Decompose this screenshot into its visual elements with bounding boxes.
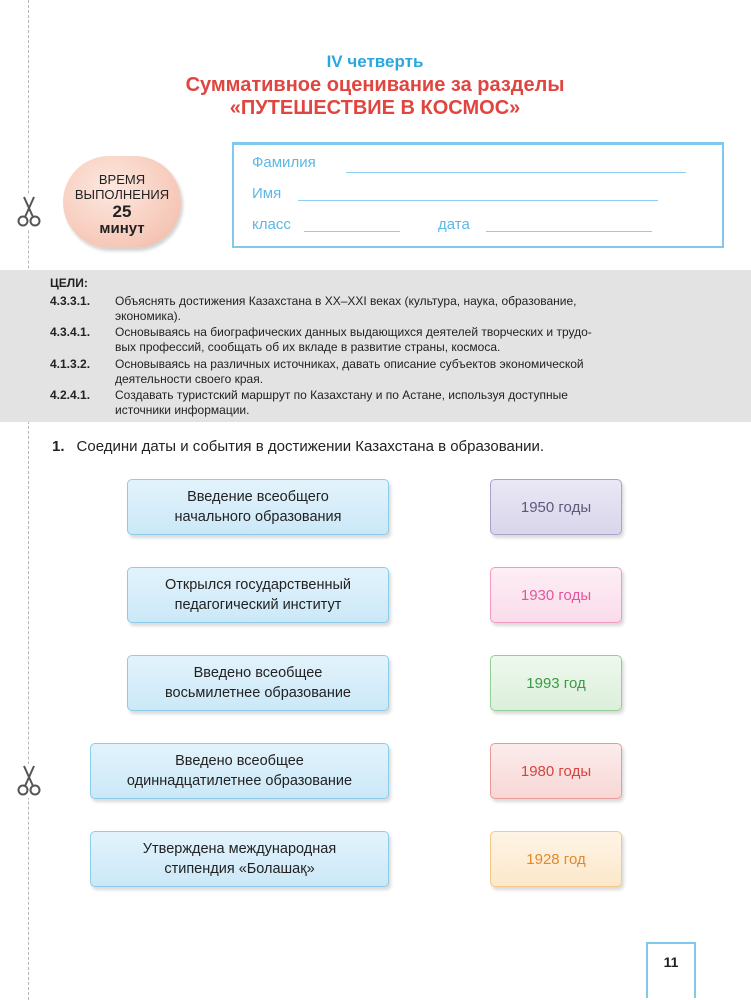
form-top-border [232, 142, 724, 145]
goal-text: Создавать туристский маршрут по Казахстану и по Астане, используя доступные [115, 388, 568, 402]
event-text: Утверждена международная [142, 841, 337, 857]
date-card[interactable]: 1928 год [490, 831, 622, 887]
goal-code: 4.3.3.1. [50, 294, 91, 308]
class-label: класс [252, 216, 291, 233]
event-card[interactable] [90, 831, 389, 887]
page-number-tab [646, 942, 696, 998]
goal-text: Основываясь на различных источниках, давать описание субъектов экономической [115, 357, 584, 371]
goals-title: ЦЕЛИ: [50, 276, 88, 290]
goal-text: экономика). [115, 309, 181, 323]
page-number: 11 [663, 954, 679, 970]
event-text: начального образования [174, 509, 342, 525]
goal-text: Основываясь на биографических данных выдающихся деятелей творческих и трудо- [115, 325, 592, 339]
event-text: стипендия «Болашақ» [164, 861, 315, 877]
event-text: восьмилетнее образование [165, 685, 351, 701]
student-info-form [232, 142, 724, 248]
time-badge-line2: ВЫПОЛНЕНИЯ [74, 187, 170, 202]
event-text: Введение всеобщего [187, 489, 329, 505]
goal-code: 4.2.4.1. [50, 388, 91, 402]
date-card[interactable]: 1980 годы [490, 743, 622, 799]
goal-text: вых профессий, сообщать об их вкладе в развитие страны, космоса. [115, 340, 501, 354]
section-title: «ПУТЕШЕСТВИЕ В КОСМОС» [229, 97, 521, 119]
event-card[interactable] [127, 567, 389, 623]
class-field[interactable] [304, 231, 400, 232]
task-instruction [52, 438, 544, 455]
surname-field[interactable] [346, 172, 686, 173]
goals-panel [0, 270, 751, 422]
assessment-subtitle: Суммативное оценивание за разделы [185, 74, 565, 96]
quarter-heading: IV четверть [326, 52, 424, 71]
date-card[interactable]: 1950 годы [490, 479, 622, 535]
date-label: дата [438, 216, 470, 233]
goal-text: источники информации. [115, 403, 250, 417]
event-text: Введено всеобщее [193, 665, 323, 681]
goal-code: 4.3.4.1. [50, 325, 91, 339]
time-badge-unit: минут [99, 220, 145, 237]
name-field[interactable] [298, 200, 658, 201]
task-text: Соедини даты и события в достижении Казахстана в образовании. [76, 438, 545, 455]
time-badge-line1: ВРЕМЯ [98, 172, 146, 187]
event-text: Введено всеобщее [175, 753, 304, 769]
time-badge [63, 156, 181, 248]
goal-text: Объяснять достижения Казахстана в XX–XXI веках (культура, наука, образование, [115, 294, 577, 308]
event-text: одиннадцатилетнее образование [126, 773, 353, 789]
date-card[interactable]: 1993 год [490, 655, 622, 711]
event-card[interactable] [127, 479, 389, 535]
scissors-icon [14, 764, 44, 798]
event-text: педагогический институт [174, 597, 342, 613]
event-text: Открылся государственный [164, 577, 351, 593]
goal-code: 4.1.3.2. [50, 357, 91, 371]
cut-line [28, 0, 29, 1000]
date-field[interactable] [486, 231, 652, 232]
date-card[interactable]: 1930 годы [490, 567, 622, 623]
event-card[interactable] [127, 655, 389, 711]
task-number: 1. [52, 438, 65, 455]
scissors-icon [14, 195, 44, 229]
name-label: Имя [252, 185, 282, 202]
time-badge-number: 25 [112, 202, 132, 221]
goal-text: деятельности своего края. [115, 372, 264, 386]
event-card[interactable] [90, 743, 389, 799]
surname-label: Фамилия [252, 154, 316, 171]
